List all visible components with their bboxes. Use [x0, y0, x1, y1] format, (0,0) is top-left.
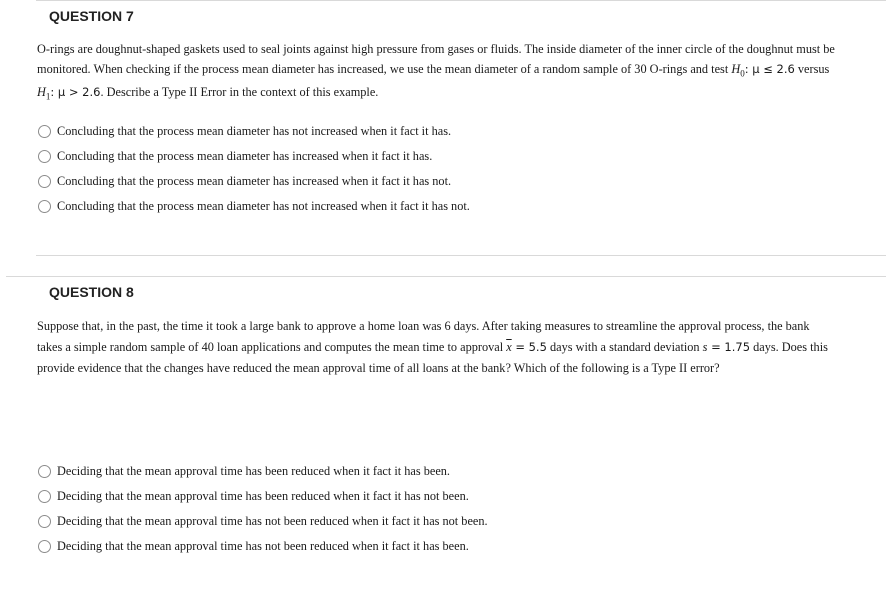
radio-button[interactable] [38, 200, 51, 213]
q8-top-divider [6, 276, 886, 277]
q8-option-3[interactable] [38, 511, 488, 531]
radio-button[interactable] [38, 490, 51, 503]
q7-option-4-label: Concluding that the process mean diameter has not increased when it fact it has not. [57, 198, 470, 213]
radio-button[interactable] [38, 150, 51, 163]
q7-bottom-divider [36, 255, 886, 256]
q7-option-4[interactable] [38, 196, 470, 216]
q7-option-1[interactable] [38, 121, 451, 141]
q8-option-4-label: Deciding that the mean approval time has not been reduced when it fact it has been. [57, 538, 469, 553]
q7-option-2-label: Concluding that the process mean diameter has increased when it fact it has. [57, 148, 433, 163]
q8-option-2-label: Deciding that the mean approval time has been reduced when it fact it has not been. [57, 488, 469, 503]
h0-symbol: H [731, 61, 741, 76]
question-8-text [37, 316, 837, 379]
radio-button[interactable] [38, 175, 51, 188]
q7-top-divider [36, 0, 886, 1]
h1-expression: : μ > 2.6 [50, 85, 101, 100]
q7-text-part-1: O-rings are doughnut-shaped gaskets used to seal joints against high pressure from gases or fluids. The inside diameter of the inner circle of the doughnut must be monitored. When checking if the process mean diameter has increased, we use the mean diameter of a random sample of 30 O-rings and test [37, 42, 835, 76]
s-value: = 1.75 [707, 340, 751, 354]
q7-option-3-label: Concluding that the process mean diameter has increased when it fact it has not. [57, 173, 452, 188]
h0-expression: : μ ≤ 2.6 [744, 61, 795, 76]
q7-option-1-label: Concluding that the process mean diameter has not increased when it fact it has. [57, 123, 452, 138]
h1-subscript: 1 [45, 91, 51, 102]
radio-button[interactable] [38, 125, 51, 138]
q8-text-part-3: days. Does this provide evidence that the changes have reduced the mean approval time of all loans at the bank? Which of the following is a Type II error? [37, 340, 828, 375]
radio-button[interactable] [38, 465, 51, 478]
xbar-value: = 5.5 [511, 340, 547, 354]
q8-option-1[interactable] [38, 461, 450, 481]
h0-subscript: 0 [740, 67, 745, 78]
q7-text-part-2: . Describe a Type II Error in the context of this example. [100, 85, 379, 100]
q8-text-part-1: Suppose that, in the past, the time it took a large bank to approve a home loan was 6 days. After taking measures to streamline the approval process, the bank takes a simple random sample of 40 loan applications and computes the mean time to approval [37, 319, 810, 354]
s-symbol: s [702, 340, 708, 354]
q7-option-3[interactable] [38, 171, 451, 191]
q8-option-3-label: Deciding that the mean approval time has not been reduced when it fact it has not been. [57, 513, 488, 528]
q8-option-2[interactable] [38, 486, 469, 506]
versus-text: versus [794, 61, 830, 76]
question-8-title: QUESTION 8 [49, 284, 134, 300]
radio-button[interactable] [38, 540, 51, 553]
q8-option-1-label: Deciding that the mean approval time has been reduced when it fact it has been. [57, 463, 451, 478]
question-7-title: QUESTION 7 [49, 8, 134, 24]
question-7-text [37, 40, 837, 107]
xbar-symbol: $\overline{x}$ [506, 340, 512, 354]
q8-text-part-2: days with a standard deviation [546, 340, 703, 354]
h1-symbol: H [37, 85, 46, 100]
q7-option-2[interactable] [38, 146, 432, 166]
q8-option-4[interactable] [38, 536, 469, 556]
radio-button[interactable] [38, 515, 51, 528]
